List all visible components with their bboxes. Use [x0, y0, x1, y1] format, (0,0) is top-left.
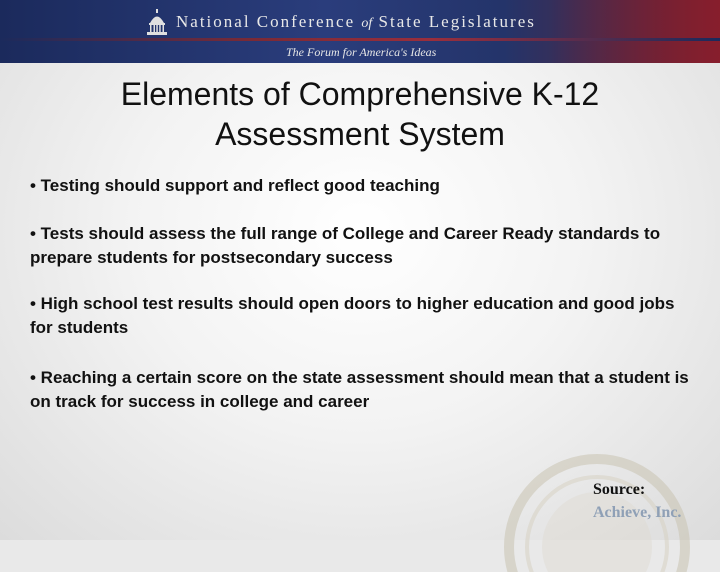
org-name-of: of — [361, 16, 373, 31]
bullet-item: • Testing should support and reflect good teaching — [30, 176, 440, 195]
title-line-2: Assessment System — [215, 116, 505, 152]
title-line-1: Elements of Comprehensive K-12 — [120, 76, 600, 112]
organization-name — [176, 12, 536, 32]
org-name-part1: National Conference — [176, 12, 356, 31]
bullet-item: • High school test results should open doors to higher education and good jobs for students — [30, 294, 675, 337]
bullet-item: • Reaching a certain score on the state assessment should mean that a student is on track for success in college and career — [30, 368, 689, 411]
bullet-item: • Tests should assess the full range of College and Career Ready standards to prepare students for postsecondary success — [30, 224, 661, 267]
banner-stripe — [0, 38, 720, 41]
banner-flag-accent — [550, 0, 720, 63]
org-name-part2: State Legislatures — [378, 12, 536, 31]
tagline: The Forum for America's Ideas — [286, 45, 437, 59]
header-banner — [0, 0, 720, 63]
source-label: Source: — [593, 481, 646, 498]
source-organization: Achieve, Inc. — [593, 504, 682, 521]
capitol-dome-icon — [146, 9, 168, 35]
slide-title — [60, 74, 660, 154]
